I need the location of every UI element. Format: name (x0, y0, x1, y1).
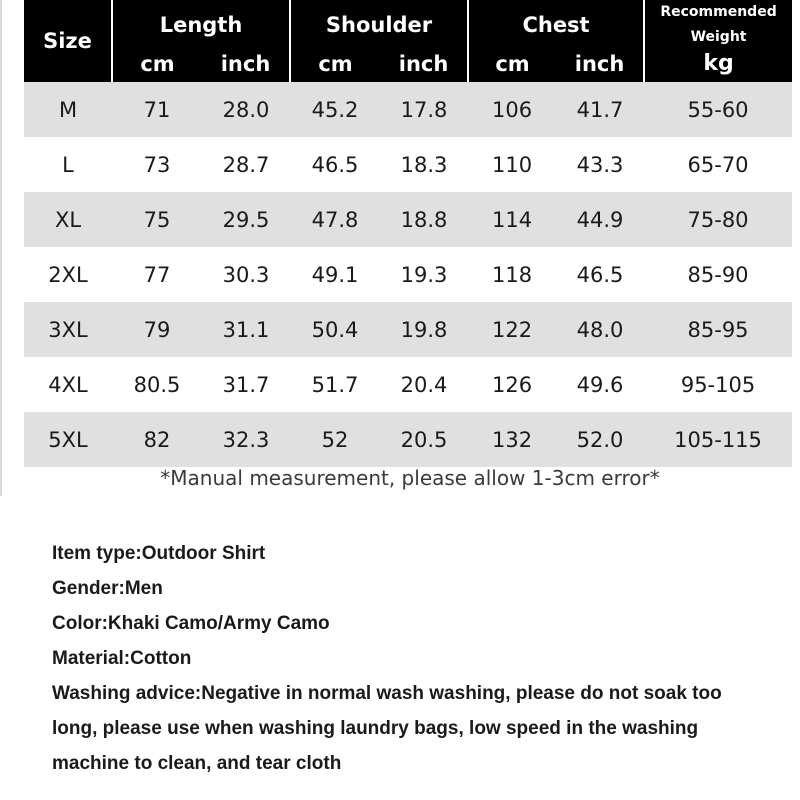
cell-chest-inch: 52.0 (556, 412, 644, 467)
cell-length-cm: 71 (112, 82, 202, 137)
header-length-cm: cm (112, 50, 202, 82)
cell-shoulder-inch: 17.8 (380, 82, 468, 137)
cell-size: 5XL (24, 412, 112, 467)
cell-length-cm: 80.5 (133, 372, 181, 397)
cell-chest-cm: 122 (468, 302, 556, 357)
header-length: Length (112, 0, 290, 50)
cell-shoulder-cm: 50.4 (290, 302, 380, 357)
table-row (24, 192, 792, 247)
product-details (52, 536, 772, 781)
cell-weight: 85-90 (687, 262, 749, 287)
cell-weight: 65-70 (687, 152, 749, 177)
header-length-inch: inch (202, 50, 290, 82)
cell-length-inch: 30.3 (222, 262, 270, 287)
table-row (24, 247, 792, 302)
cell-chest-inch: 44.9 (556, 192, 644, 247)
detail-washing-line1: Washing advice:Negative in normal wash washing, please do not soak too (52, 683, 722, 704)
header-row-groups (24, 0, 792, 50)
cell-weight: 95-105 (680, 372, 756, 397)
header-recommended-weight (644, 0, 792, 50)
header-weight-kg: kg (644, 50, 792, 82)
cell-shoulder-cm: 49.1 (311, 262, 359, 287)
detail-washing-line3: machine to clean, and tear cloth (52, 753, 342, 774)
cell-chest-inch: 46.5 (576, 262, 624, 287)
cell-shoulder-cm: 52 (290, 412, 380, 467)
cell-length-cm: 79 (112, 302, 202, 357)
cell-shoulder-inch: 20.5 (380, 412, 468, 467)
header-chest: Chest (468, 0, 644, 50)
cell-weight: 55-60 (644, 82, 792, 137)
cell-chest-inch: 41.7 (556, 82, 644, 137)
cell-length-cm: 75 (112, 192, 202, 247)
left-divider-line (0, 0, 2, 496)
table-row (24, 412, 792, 467)
cell-length-cm: 82 (112, 412, 202, 467)
measurement-note: *Manual measurement, please allow 1-3cm error* (160, 466, 660, 490)
cell-chest-inch: 49.6 (576, 372, 624, 397)
cell-length-inch: 28.7 (222, 152, 270, 177)
header-shoulder: Shoulder (290, 0, 468, 50)
cell-chest-cm: 106 (468, 82, 556, 137)
header-row-units (24, 50, 792, 82)
cell-shoulder-inch: 19.3 (400, 262, 448, 287)
cell-chest-inch: 43.3 (576, 152, 624, 177)
cell-shoulder-inch: 18.8 (380, 192, 468, 247)
header-chest-inch: inch (556, 50, 644, 82)
detail-item-type: Item type:Outdoor Shirt (52, 543, 266, 564)
cell-length-cm: 73 (143, 152, 171, 177)
header-recommended-line2: Weight (690, 29, 747, 45)
table-row (24, 137, 792, 192)
header-recommended-line1: Recommended (660, 4, 777, 20)
cell-length-inch: 28.0 (202, 82, 290, 137)
detail-gender: Gender:Men (52, 578, 163, 599)
cell-shoulder-cm: 47.8 (290, 192, 380, 247)
cell-chest-cm: 110 (491, 152, 533, 177)
cell-shoulder-cm: 51.7 (311, 372, 359, 397)
cell-weight: 75-80 (644, 192, 792, 247)
detail-material: Material:Cotton (52, 648, 192, 669)
cell-shoulder-inch: 19.8 (380, 302, 468, 357)
cell-size: XL (24, 192, 112, 247)
cell-shoulder-inch: 18.3 (400, 152, 448, 177)
cell-size: 4XL (48, 372, 88, 397)
cell-chest-inch: 48.0 (556, 302, 644, 357)
cell-weight: 85-95 (644, 302, 792, 357)
cell-length-inch: 29.5 (202, 192, 290, 247)
cell-shoulder-inch: 20.4 (400, 372, 448, 397)
cell-length-inch: 31.7 (222, 372, 270, 397)
cell-size: L (62, 152, 74, 177)
detail-color: Color:Khaki Camo/Army Camo (52, 613, 330, 634)
cell-length-inch: 32.3 (202, 412, 290, 467)
size-chart-table (24, 0, 792, 467)
cell-chest-cm: 118 (491, 262, 533, 287)
header-chest-cm: cm (468, 50, 556, 82)
cell-size: 3XL (24, 302, 112, 357)
cell-size: 2XL (48, 262, 88, 287)
header-shoulder-cm: cm (290, 50, 380, 82)
cell-chest-cm: 126 (491, 372, 533, 397)
table-row (24, 82, 792, 137)
cell-shoulder-cm: 45.2 (290, 82, 380, 137)
cell-chest-cm: 114 (468, 192, 556, 247)
table-row (24, 302, 792, 357)
cell-length-cm: 77 (143, 262, 171, 287)
cell-weight: 105-115 (644, 412, 792, 467)
header-size: Size (24, 0, 112, 82)
detail-washing-line2: long, please use when washing laundry bags, low speed in the washing (52, 718, 699, 739)
cell-length-inch: 31.1 (202, 302, 290, 357)
header-shoulder-inch: inch (380, 50, 468, 82)
cell-shoulder-cm: 46.5 (311, 152, 359, 177)
cell-size: M (24, 82, 112, 137)
table-row (24, 357, 792, 412)
cell-chest-cm: 132 (468, 412, 556, 467)
